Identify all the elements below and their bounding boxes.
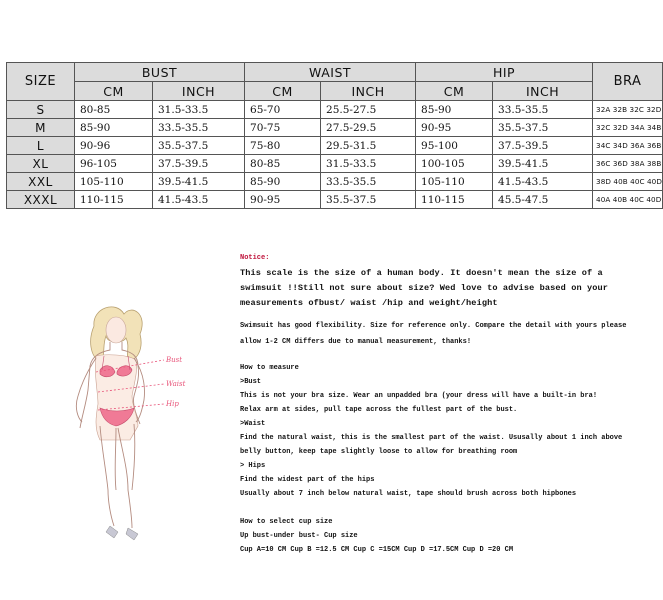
- hip-inch-cell: 39.5-41.5: [493, 155, 593, 173]
- waist-line-1: Find the natural waist, this is the smallest part of the waist. Ususally about 1 inch above: [240, 434, 623, 442]
- hip-inch-header: INCH: [493, 82, 593, 101]
- bust-inch-cell: 41.5-43.5: [153, 191, 245, 209]
- bust-cm-header: CM: [75, 82, 153, 101]
- waist-label: Waist: [166, 380, 186, 388]
- bust-inch-cell: 37.5-39.5: [153, 155, 245, 173]
- left-shoe: [106, 526, 118, 538]
- table-row: [7, 119, 663, 137]
- waist-line-2: belly button, keep tape slightly loose to allow for breathing room: [240, 448, 518, 456]
- left-arm: [76, 358, 96, 422]
- waist-header: WAIST: [245, 63, 416, 82]
- bust-cm-cell: 105-110: [75, 173, 153, 191]
- size-cell: M: [7, 119, 75, 137]
- flexibility-line-1: Swimsuit has good flexibility. Size for reference only. Compare the detail with yours please: [240, 322, 627, 330]
- hips-line-1: Find the widest part of the hips: [240, 476, 375, 484]
- bust-inch-cell: 35.5-37.5: [153, 137, 245, 155]
- cup-size-title: How to select cup size: [240, 518, 333, 526]
- hips-section-title: > Hips: [240, 462, 266, 470]
- right-shoe: [126, 528, 138, 540]
- hips-line-2: Usually about 7 inch below natural waist, tape should brush across both hipbones: [240, 490, 577, 498]
- size-cell: XXXL: [7, 191, 75, 209]
- waist-cm-header: CM: [245, 82, 321, 101]
- body-measurement-figure: [52, 300, 222, 545]
- hip-inch-cell: 41.5-43.5: [493, 173, 593, 191]
- hip-cm-cell: 85-90: [416, 101, 493, 119]
- notice-line-3: measurements ofbust/ waist /hip and weight/height: [240, 298, 498, 308]
- cup-line-2: Cup A=10 CM Cup B =12.5 CM Cup C =15CM Cup D =17.5CM Cup D =20 CM: [240, 546, 514, 554]
- bust-line-2: Relax arm at sides, pull tape across the fullest part of the bust.: [240, 406, 518, 414]
- waist-cm-cell: 80-85: [245, 155, 321, 173]
- hip-cm-cell: 90-95: [416, 119, 493, 137]
- waist-cm-cell: 90-95: [245, 191, 321, 209]
- hip-inch-cell: 45.5-47.5: [493, 191, 593, 209]
- size-chart-table: [6, 62, 663, 209]
- face-shape: [106, 317, 126, 343]
- waist-cm-cell: 65-70: [245, 101, 321, 119]
- woman-figure-illustration: [52, 300, 222, 545]
- bust-cm-cell: 96-105: [75, 155, 153, 173]
- bust-cm-cell: 110-115: [75, 191, 153, 209]
- hip-cm-cell: 105-110: [416, 173, 493, 191]
- hip-inch-cell: 37.5-39.5: [493, 137, 593, 155]
- flexibility-line-2: allow 1-2 CM differs due to manual measurement, thanks!: [240, 338, 472, 346]
- waist-inch-cell: 35.5-37.5: [321, 191, 416, 209]
- bust-inch-header: INCH: [153, 82, 245, 101]
- bust-inch-cell: 39.5-41.5: [153, 173, 245, 191]
- bra-cell: 32A 32B 32C 32D: [593, 101, 663, 119]
- waist-cm-cell: 70-75: [245, 119, 321, 137]
- bust-cm-cell: 90-96: [75, 137, 153, 155]
- bust-line-1: This is not your bra size. Wear an unpadded bra (your dress will have a built-in bra!: [240, 392, 598, 400]
- hip-inch-cell: 35.5-37.5: [493, 119, 593, 137]
- bust-cm-cell: 80-85: [75, 101, 153, 119]
- table-row: [7, 137, 663, 155]
- size-cell: XXL: [7, 173, 75, 191]
- table-row: [7, 155, 663, 173]
- bra-cell: 38D 40B 40C 40D: [593, 173, 663, 191]
- bust-inch-cell: 31.5-33.5: [153, 101, 245, 119]
- bra-cell: 34C 34D 36A 36B: [593, 137, 663, 155]
- table-row: [7, 191, 663, 209]
- bust-inch-cell: 33.5-35.5: [153, 119, 245, 137]
- waist-inch-header: INCH: [321, 82, 416, 101]
- cup-line-1: Up bust-under bust- Cup size: [240, 532, 358, 540]
- size-cell: L: [7, 137, 75, 155]
- hip-cm-cell: 95-100: [416, 137, 493, 155]
- table-row: [7, 101, 663, 119]
- hip-inch-cell: 33.5-35.5: [493, 101, 593, 119]
- waist-cm-cell: 85-90: [245, 173, 321, 191]
- size-cell: XL: [7, 155, 75, 173]
- how-to-measure-title: How to measure: [240, 364, 299, 372]
- hip-header: HIP: [416, 63, 593, 82]
- bra-cell: 40A 40B 40C 40D: [593, 191, 663, 209]
- bra-cell: 36C 36D 38A 38B: [593, 155, 663, 173]
- waist-inch-cell: 31.5-33.5: [321, 155, 416, 173]
- bust-cm-cell: 85-90: [75, 119, 153, 137]
- notice-line-1: This scale is the size of a human body. It doesn't mean the size of a: [240, 268, 603, 278]
- bra-header: BRA: [593, 63, 663, 101]
- waist-inch-cell: 25.5-27.5: [321, 101, 416, 119]
- waist-inch-cell: 27.5-29.5: [321, 119, 416, 137]
- notice-title: Notice:: [240, 254, 270, 262]
- bust-label: Bust: [166, 356, 183, 364]
- hip-cm-cell: 110-115: [416, 191, 493, 209]
- size-cell: S: [7, 101, 75, 119]
- waist-section-title: >Waist: [240, 420, 266, 428]
- hip-cm-cell: 100-105: [416, 155, 493, 173]
- waist-inch-cell: 29.5-31.5: [321, 137, 416, 155]
- hip-cm-header: CM: [416, 82, 493, 101]
- waist-cm-cell: 75-80: [245, 137, 321, 155]
- table-row: [7, 173, 663, 191]
- size-header: SIZE: [7, 63, 75, 101]
- bust-header: BUST: [75, 63, 245, 82]
- hip-label: Hip: [166, 400, 179, 408]
- bra-cell: 32C 32D 34A 34B: [593, 119, 663, 137]
- waist-inch-cell: 33.5-35.5: [321, 173, 416, 191]
- notice-line-2: swimsuit !!Still not sure about size? Wed love to advise based on your: [240, 283, 608, 293]
- bust-section-title: >Bust: [240, 378, 262, 386]
